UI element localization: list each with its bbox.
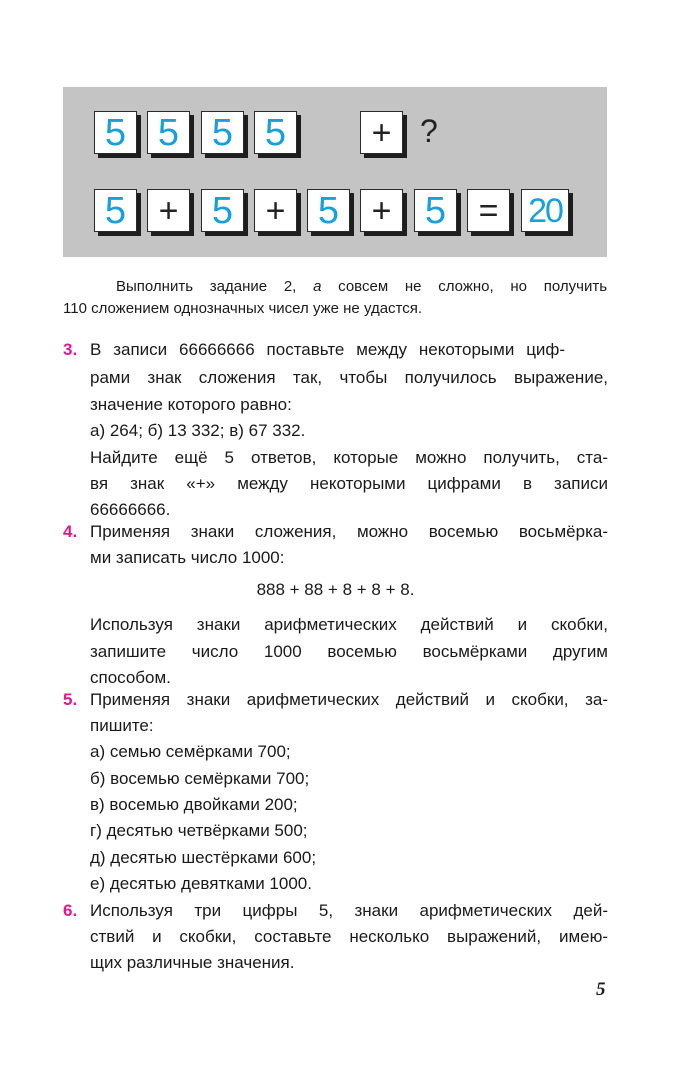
digit-card: 5 bbox=[201, 111, 244, 154]
digit-card: 5 bbox=[254, 111, 297, 154]
task-text-line: Используя знаки арифметических действий и скобки, bbox=[90, 615, 608, 634]
list-item: б) восемью семёрками 700; bbox=[90, 769, 310, 788]
equals-card: = bbox=[467, 189, 510, 232]
task-text-line: Найдите ещё 5 ответов, которые можно получить, ста- bbox=[90, 448, 608, 467]
list-item: в) восемью двойками 200; bbox=[90, 795, 298, 814]
task-number: 5. bbox=[63, 690, 78, 709]
caption-text: Выполнить задание 2, bbox=[116, 278, 297, 295]
list-item: е) десятью девятками 1000. bbox=[90, 874, 312, 893]
digit-card: 5 bbox=[94, 111, 137, 154]
figure-caption bbox=[63, 276, 607, 320]
task-text-line: запишите число 1000 восемью восьмёрками другим bbox=[90, 642, 608, 661]
plus-card: + bbox=[360, 111, 403, 154]
result-card: 20 bbox=[521, 189, 569, 232]
task-text-line: рами знак сложения так, чтобы получилось выражение, bbox=[90, 368, 608, 387]
caption-text: совсем не сложно, но получить bbox=[338, 278, 608, 295]
task-text-line bbox=[90, 340, 565, 360]
task-text-line: щих различные значения. bbox=[90, 953, 295, 972]
plus-card: + bbox=[360, 189, 403, 232]
answer-options: а) 264; б) 13 332; в) 67 332. bbox=[90, 421, 306, 440]
caption-italic-word: а bbox=[313, 278, 322, 295]
digit-card: 5 bbox=[201, 189, 244, 232]
digit-card: 5 bbox=[307, 189, 350, 232]
digit-card: 5 bbox=[414, 189, 457, 232]
task-text-line: Применяя знаки арифметических действий и скобки, за- bbox=[90, 690, 608, 709]
page-number: 5 bbox=[596, 979, 606, 1000]
list-item: а) семью семёрками 700; bbox=[90, 742, 291, 761]
question-mark: ? bbox=[420, 113, 438, 149]
caption-text: 110 сложением однозначных чисел уже не удастся. bbox=[63, 300, 423, 317]
plus-card: + bbox=[254, 189, 297, 232]
task-number: 4. bbox=[63, 522, 78, 541]
task-text-line: вя знак «+» между некоторыми цифрами в записи bbox=[90, 474, 608, 493]
digit-card: 5 bbox=[147, 111, 190, 154]
card-puzzle-figure bbox=[63, 87, 607, 257]
task-text-line: способом. bbox=[90, 668, 171, 687]
list-item: г) десятью четвёрками 500; bbox=[90, 821, 308, 840]
task-text-line: 66666666. bbox=[90, 500, 171, 519]
plus-card: + bbox=[147, 189, 190, 232]
task-text-line: значение которого равно: bbox=[90, 395, 292, 414]
task-text-line: Используя три цифры 5, знаки арифметических дей- bbox=[90, 901, 608, 920]
task-text-line: Применяя знаки сложения, можно восемью восьмёрка- bbox=[90, 522, 608, 541]
list-item: д) десятью шестёрками 600; bbox=[90, 848, 317, 867]
task-text-line: ствий и скобки, составьте несколько выражений, имею- bbox=[90, 927, 608, 946]
digit-card: 5 bbox=[94, 189, 137, 232]
formula: 888 + 88 + 8 + 8 + 8. bbox=[256, 580, 415, 599]
task-text: В записи 66666666 поставьте между некоторыми циф- bbox=[90, 340, 566, 359]
task-text-line: ми записать число 1000: bbox=[90, 548, 285, 567]
task-number: 6. bbox=[63, 901, 78, 920]
task-number: 3. bbox=[63, 340, 78, 359]
task-text-line: пишите: bbox=[90, 716, 154, 735]
